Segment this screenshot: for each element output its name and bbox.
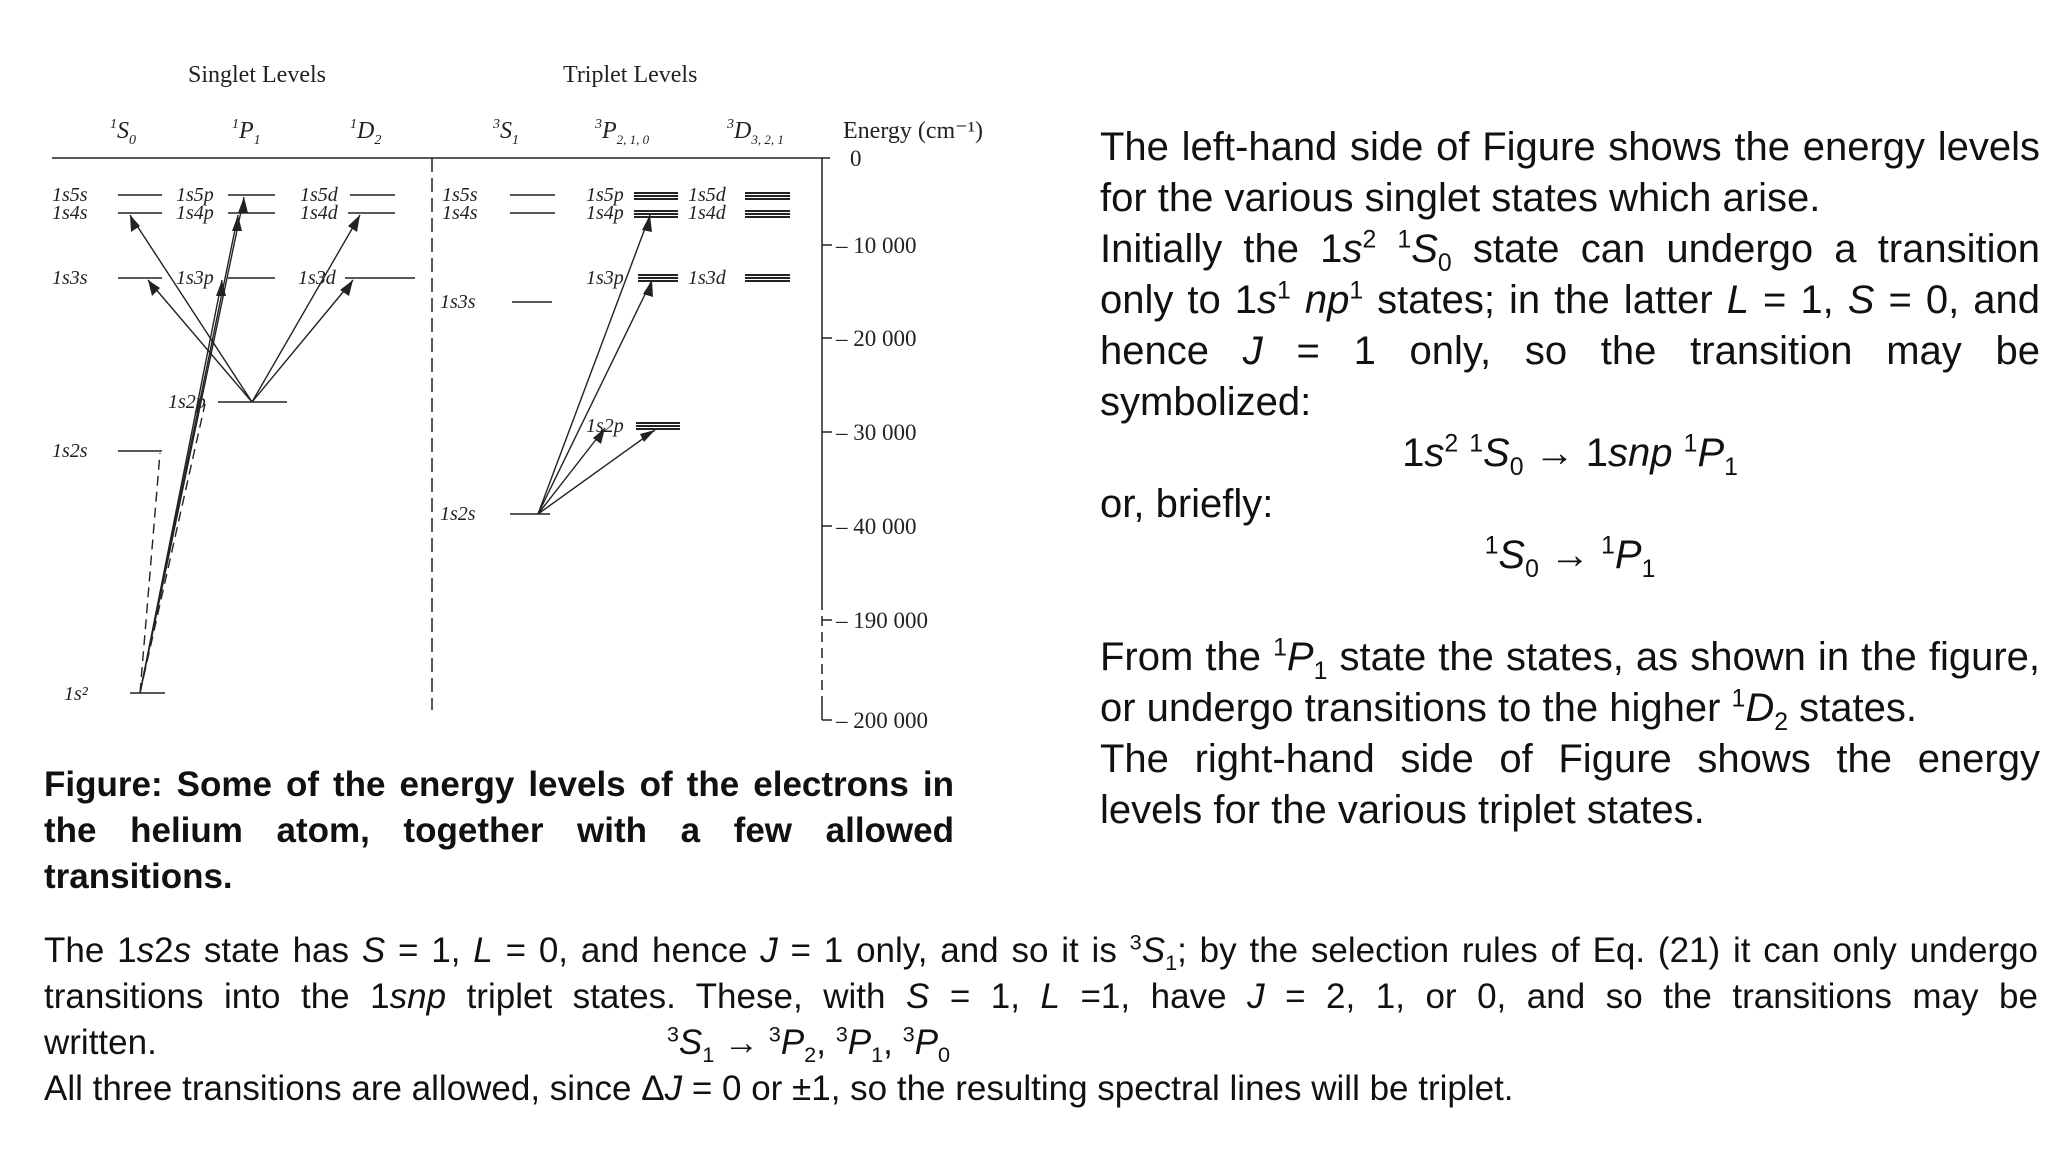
energy-axis [822, 158, 832, 720]
level-1s3d: 1s3d [298, 267, 336, 289]
energy-level-figure [30, 40, 1030, 760]
triplet-level-1s4s: 1s4s [442, 202, 478, 224]
singlet-levels-header: Singlet Levels [188, 62, 326, 88]
triplet-level-1s2s: 1s2s [440, 503, 476, 525]
level-1s4s: 1s4s [52, 202, 88, 224]
tick-10000: – 10 000 [836, 233, 917, 258]
or-briefly-label: or, briefly: [1100, 482, 1274, 526]
triplet-level-1s3d: 1s3d [688, 267, 726, 289]
level-1s2p: 1s2p [168, 391, 206, 413]
paragraph-initial-transition: Initially the $1s^2$ $^1S_0$ state can undergo a transition only to $1s^1$ $np^1$ states; in the latter L = 1, S = 0, and hence J = 1 only, so the transition may be symbolized: [1100, 226, 2041, 424]
column-3D: $^3D_{3, 2, 1}$ [727, 117, 784, 147]
equation-transition-brief: $^1S_0 \to ^1P_1$ [1484, 532, 1656, 583]
energy-level-diagram [30, 40, 1030, 760]
tick-40000: – 40 000 [836, 514, 917, 539]
equation-transition-full: $1s^2$ $^1S_0 \to 1snp$ $^1P_1$ [1402, 430, 1738, 481]
column-3S1: $^3S_1$ [493, 117, 519, 148]
level-1s4p: 1s4p [176, 202, 214, 224]
paragraph-1P1-transitions: From the $^1P_1$ state the states, as shown in the figure, or undergo transitions to the higher $^1D_2$ states. [1100, 634, 2041, 736]
equation-triplet-transitions: $^3S_1 \to ^3P_2$, $^3P_1$, $^3P_0$ [666, 1021, 951, 1067]
bottom-text-block [44, 928, 2038, 1112]
triplet-levels-header: Triplet Levels [563, 62, 698, 88]
level-1s2-ground: 1s² [64, 683, 88, 705]
tick-200000: – 200 000 [836, 708, 928, 733]
triplet-multiplets [634, 193, 790, 429]
column-3P: $^3P_{2, 1, 0}$ [595, 117, 650, 147]
triplet-level-1s3s: 1s3s [440, 291, 476, 313]
triplet-level-1s5p: 1s5p [586, 184, 624, 206]
triplet-levels [510, 195, 555, 514]
level-1s5p: 1s5p [176, 184, 214, 206]
paragraph-triplet-allowed: All three transitions are allowed, since ΔJ = 0 or ±1, so the resulting spectral lines will be triplet. [44, 1069, 1514, 1108]
triplet-arrowheads [593, 215, 655, 444]
tick-0: 0 [850, 146, 862, 171]
level-1s5s: 1s5s [52, 184, 88, 206]
level-1s3p: 1s3p [176, 267, 214, 289]
column-1P1: $^1P_1$ [232, 117, 261, 148]
level-1s3s: 1s3s [52, 267, 88, 289]
right-text-block [1100, 122, 2040, 836]
level-1s2s: 1s2s [52, 440, 88, 462]
column-1D2: $^1D_2$ [350, 117, 382, 148]
level-1s5d: 1s5d [300, 184, 338, 206]
triplet-level-1s4d: 1s4d [688, 202, 726, 224]
paragraph-triplet-intro: The right-hand side of Figure shows the energy levels for the various triplet states. [1100, 737, 2040, 832]
figure-caption: Figure: Some of the energy levels of the electrons in the helium atom, together with a few allowed transitions. [44, 765, 954, 896]
triplet-level-1s2p: 1s2p [586, 415, 624, 437]
tick-20000: – 20 000 [836, 326, 917, 351]
tick-30000: – 30 000 [836, 420, 917, 445]
tick-190000: – 190 000 [836, 608, 928, 633]
column-1S0: $^1S_0$ [110, 117, 136, 148]
level-1s4d: 1s4d [300, 202, 338, 224]
paragraph-singlet-intro: The left-hand side of Figure shows the energy levels for the various singlet states which arise. [1100, 125, 2040, 220]
singlet-levels [118, 195, 415, 693]
triplet-transitions [538, 215, 655, 514]
triplet-level-1s3p: 1s3p [586, 267, 624, 289]
triplet-level-1s4p: 1s4p [586, 202, 624, 224]
triplet-level-1s5d: 1s5d [688, 184, 726, 206]
triplet-level-1s5s: 1s5s [442, 184, 478, 206]
paragraph-1s2s-state: The 1s2s state has S = 1, L = 0, and hence J = 1 only, and so it is $^3S_1$; by the selection rules of Eq. (21) it can only undergo transitions into the 1snp triplet states. These, with S = 1, L =1, have J = 2, 1, or 0, and so the transitions may be written. $^3S_1 \to ^3P_2$, $^3P_1$, $^3P_0$ [44, 929, 2039, 1067]
energy-axis-label: Energy (cm⁻¹) [843, 118, 984, 144]
